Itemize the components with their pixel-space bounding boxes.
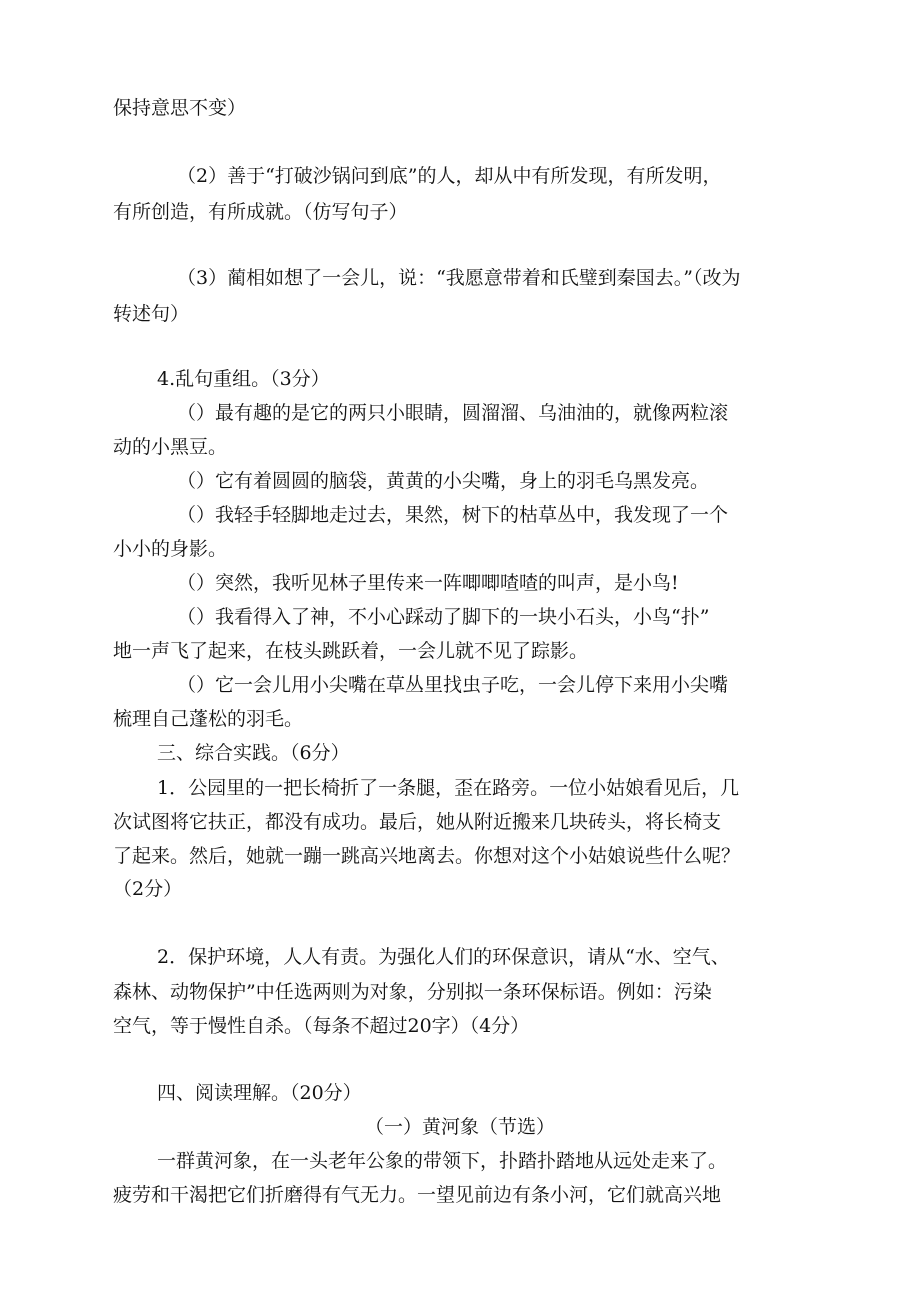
text-line: 空气，等于慢性自杀。（每条不超过20字）（4分） (113, 1015, 530, 1037)
section-heading: 四、阅读理解。（20分） (157, 1082, 362, 1104)
text-line: （2分） (113, 878, 183, 900)
reading-title: （一）黄河象（节选） (364, 1116, 555, 1138)
text-line: 动的小黑豆。 (113, 436, 228, 458)
text-line: 了起来。然后，她就一蹦一跳高兴地离去。你想对这个小姑娘说些什么呢？ (113, 845, 741, 867)
text-line: 转述句） (113, 303, 190, 325)
text-line: 小小的身影。 (113, 538, 228, 560)
sentence-item: （）最有趣的是它的两只小眼睛，圆溜溜、乌油油的，就像两粒滚 (177, 402, 729, 424)
text-line: 保持意思不变） (113, 97, 247, 119)
sentence-item: （）它一会儿用小尖嘴在草丛里找虫子吃，一会儿停下来用小尖嘴 (177, 674, 729, 696)
question-3-line: （3）蔺相如想了一会儿，说：“我愿意带着和氏璧到秦国去。”（改为 (177, 267, 741, 289)
text-line: 森林、动物保护”中任选两则为对象，分别拟一条环保标语。例如：污染 (113, 981, 712, 1003)
reading-paragraph: 一群黄河象，在一头老年公象的带领下，扑踏扑踏地从远处走来了。 (157, 1150, 728, 1172)
section-heading: 三、综合实践。（6分） (157, 742, 350, 764)
text-line: 疲劳和干渴把它们折磨得有气无力。一望见前边有条小河，它们就高兴地 (113, 1184, 722, 1206)
text-line: 地一声飞了起来，在枝头跳跃着，一会儿就不见了踪影。 (113, 640, 589, 662)
text-line: 梳理自己蓬松的羽毛。 (113, 708, 304, 730)
question-2-line: （2）善于“打破沙锅问到底”的人，却从中有所发现，有所发明， (177, 165, 722, 187)
section-heading: 4.乱句重组。（3分） (157, 368, 330, 390)
sentence-item: （）我轻手轻脚地走过去，果然，树下的枯草丛中，我发现了一个 (177, 504, 729, 526)
sentence-item: （）它有着圆圆的脑袋，黄黄的小尖嘴，身上的羽毛乌黑发亮。 (177, 470, 710, 492)
practice-question-2: 2．保护环境，人人有责。为强化人们的环保意识，请从“水、空气、 (157, 946, 730, 968)
sentence-item: （）突然，我听见林子里传来一阵唧唧喳喳的叫声，是小鸟! (177, 572, 679, 594)
sentence-item: （）我看得入了神，不小心踩动了脚下的一块小石头，小鸟“扑” (177, 606, 710, 628)
practice-question-1: 1．公园里的一把长椅折了一条腿，歪在路旁。一位小姑娘看见后，几 (157, 777, 740, 799)
text-line: 次试图将它扶正，都没有成功。最后，她从附近搬来几块砖头，将长椅支 (113, 811, 722, 833)
text-line: 有所创造，有所成就。（仿写句子） (113, 201, 408, 223)
